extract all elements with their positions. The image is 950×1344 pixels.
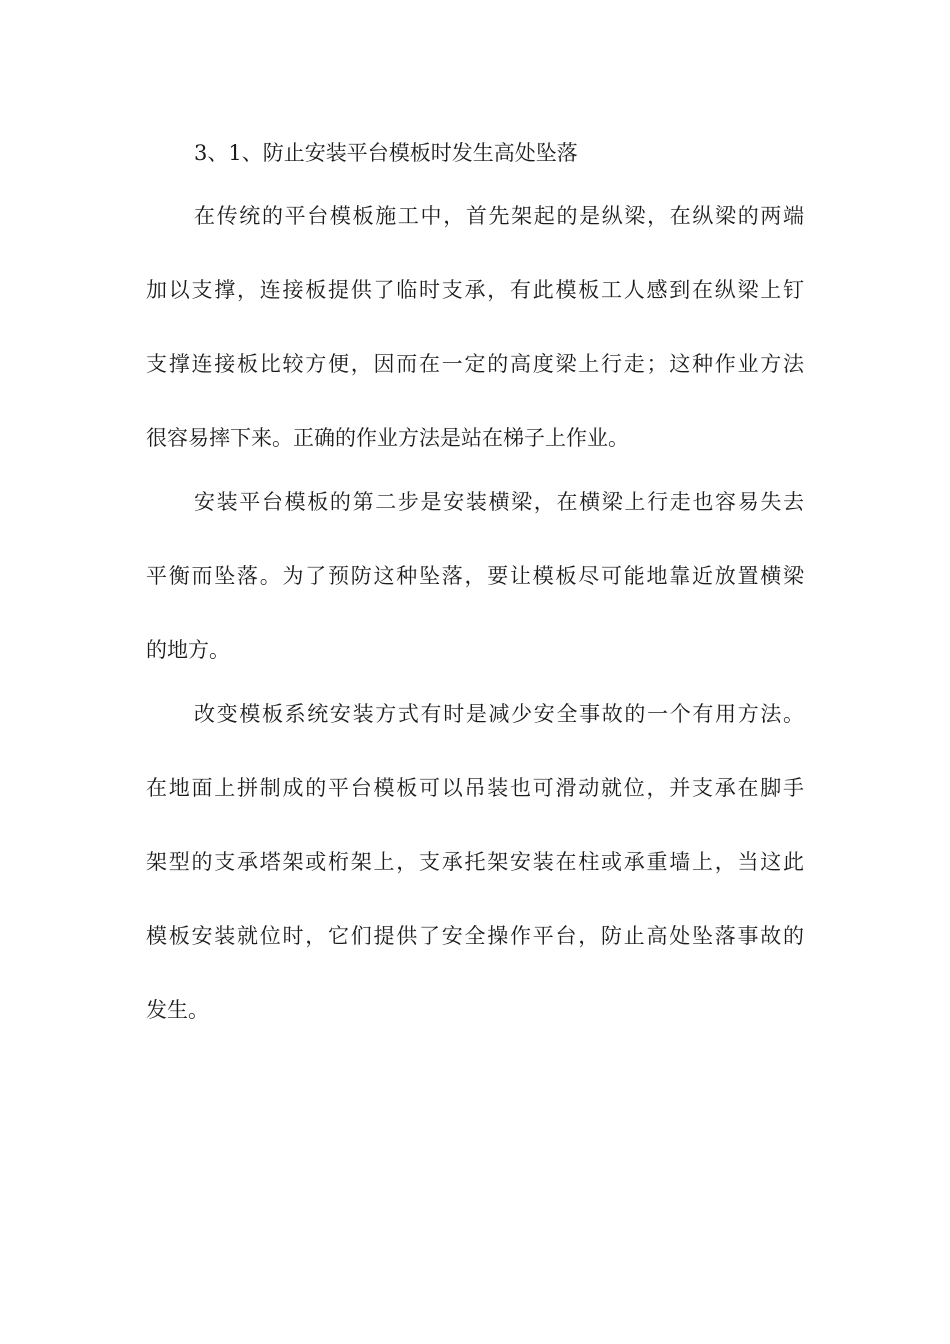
- paragraph-line: 平衡而坠落。为了预防这种坠落，要让模板尽可能地靠近放置横梁: [146, 564, 804, 588]
- paragraph-line: 加以支撑，连接板提供了临时支承，有此模板工人感到在纵梁上钉: [146, 278, 804, 302]
- paragraph-line: 支撑连接板比较方便，因而在一定的高度梁上行走；这种作业方法: [146, 352, 804, 376]
- section-heading: 3、1、防止安装平台模板时发生高处坠落: [194, 141, 578, 165]
- paragraph-line: 模板安装就位时，它们提供了安全操作平台，防止高处坠落事故的: [146, 924, 804, 948]
- paragraph-line: 在地面上拼制成的平台模板可以吊装也可滑动就位，并支承在脚手: [146, 776, 804, 800]
- paragraph-line: 安装平台模板的第二步是安装横梁，在横梁上行走也容易失去: [194, 490, 804, 514]
- paragraph-line: 的地方。: [146, 638, 230, 662]
- paragraph-line: 在传统的平台模板施工中，首先架起的是纵梁，在纵梁的两端: [194, 204, 804, 228]
- paragraph-line: 改变模板系统安装方式有时是减少安全事故的一个有用方法。: [194, 702, 804, 726]
- paragraph-line: 发生。: [146, 998, 209, 1022]
- paragraph-line: 架型的支承塔架或桁架上，支承托架安装在柱或承重墙上，当这此: [146, 850, 804, 874]
- paragraph-line: 很容易摔下来。正确的作业方法是站在梯子上作业。: [146, 426, 629, 450]
